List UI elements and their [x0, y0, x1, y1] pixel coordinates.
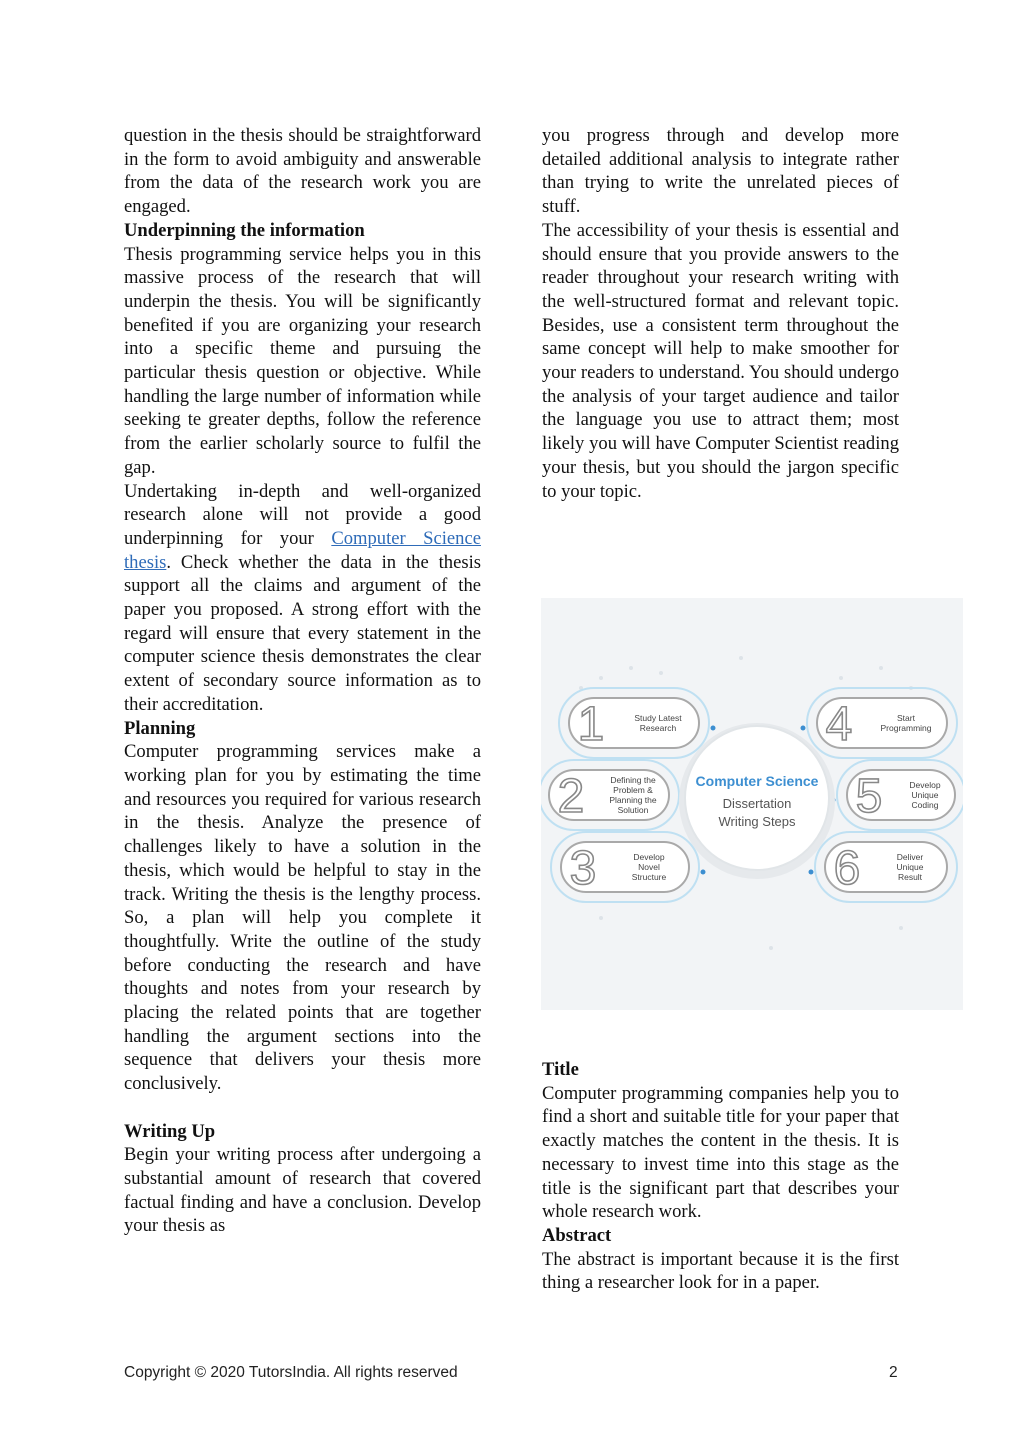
step-label: Structure [631, 872, 667, 882]
step-5 [847, 770, 955, 823]
heading-title: Title [542, 1059, 579, 1080]
right-column-top [542, 124, 899, 503]
step-number: 3 [569, 842, 597, 895]
steps-diagram-svg [541, 598, 963, 1010]
step-number: 4 [825, 698, 853, 751]
left-paragraph-5: Begin your writing process after undergoing a substantial amount of research that covered factual finding and have a conclusion. Develop your thesis as [124, 1144, 481, 1237]
left-paragraph-4: Computer programming services make a working plan for you by estimating the time and resources you required for various research in the thesis. Analyze the presence of challenges likely to have a solution in the thesis, which would be helpful to stay in the track. Writing the thesis is the lengthy process. So, a plan will help you complete it thoughtfully. Write the outline of the study before conducting the research and have thoughts and notes from your research by placing the related points that are together handling the argument sections into the sequence that delivers your thesis more conclusively. [124, 741, 481, 1095]
step-label: Research [639, 723, 677, 733]
left-paragraph-1: question in the thesis should be straightforward in the form to avoid ambiguity and answerable from the data of the research work you are engaged. [124, 125, 481, 218]
right-column-bottom [542, 1058, 899, 1295]
footer-copyright: Copyright © 2020 TutorsIndia. All rights reserved [124, 1364, 458, 1381]
left-paragraph-2: Thesis programming service helps you in this massive process of the research that will underpin the thesis. You will be significantly benefited if you are organizing your research into a specific theme and pursuing the particular thesis question or objective. While handling the large number of information while seeking te greater depths, follow the reference from the earlier scholarly source to fulfil the gap. [124, 243, 481, 478]
left-paragraph-3 [124, 480, 481, 717]
step-number: 1 [577, 698, 605, 751]
step-label: Start [897, 713, 915, 723]
heading-abstract: Abstract [542, 1224, 612, 1246]
step-4 [817, 698, 947, 751]
step-label: Result [897, 872, 923, 882]
center-line-1: Dissertation [722, 796, 792, 811]
step-label: Solution [617, 805, 649, 815]
heading-underpinning: Underpinning the information [124, 219, 365, 241]
step-number: 2 [557, 770, 585, 823]
step-label: Problem & [613, 785, 653, 795]
step-label: Deliver [896, 852, 924, 862]
step-label: Unique [911, 790, 939, 800]
p3-text-before: Undertaking in-depth and well-organized research alone will not provide a good underpinning for your [124, 480, 481, 549]
center-title: Computer Science [695, 773, 819, 789]
connector-dot [711, 726, 716, 731]
dissertation-steps-figure [541, 598, 963, 1010]
right-paragraph-1: you progress through and develop more detailed additional analysis to integrate rather than trying to write the unrelated pieces of stuff. [542, 125, 899, 218]
step-number: 5 [855, 770, 883, 823]
step-label: Study Latest [634, 713, 682, 723]
spacer [124, 1096, 481, 1120]
step-label: Planning the [609, 795, 657, 805]
step-1 [569, 698, 699, 751]
connector-dot [809, 870, 814, 875]
heading-planning: Planning [124, 717, 196, 739]
step-label: Coding [911, 800, 939, 810]
step-label: Novel [638, 862, 660, 872]
heading-writing-up: Writing Up [124, 1120, 216, 1142]
left-column [124, 124, 481, 1238]
footer-page-number: 2 [889, 1364, 898, 1381]
p3-text-after: . Check whether the data in the thesis support all the claims and argument of the paper you proposed. A strong effort with the regard will ensure that every statement in the computer science thesis demonstrates the clear extent of secondary source information as to their accreditation. [124, 551, 481, 715]
center-line-2: Writing Steps [718, 814, 796, 829]
step-label: Develop [909, 780, 941, 790]
step-label: Unique [896, 862, 924, 872]
step-label: Programming [880, 723, 932, 733]
right-paragraph-4: The abstract is important because it is the first thing a researcher look for in a paper. [542, 1248, 899, 1294]
connector-dot [801, 726, 806, 731]
computer-science-thesis-link[interactable]: Computer Science thesis [124, 527, 481, 573]
step-label: Defining the [610, 775, 656, 785]
right-paragraph-3: Computer programming companies help you to find a short and suitable title for your paper that exactly matches the content in the thesis. It is necessary to invest time into this stage as the title is the significant part that describes your whole research work. [542, 1082, 899, 1223]
right-paragraph-2: The accessibility of your thesis is essential and should ensure that you provide answers to the reader throughout your research writing with the well-structured format and relevant topic. Besides, use a consistent term throughout the same concept will help to make smoother for your readers to understand. You should undergo the analysis of your target audience and tailor the language you use to attract them; most likely you will have Computer Scientist reading your thesis, but you should the jargon specific to your topic. [542, 219, 899, 502]
step-2 [549, 770, 669, 823]
connector-dot [701, 870, 706, 875]
step-number: 6 [833, 842, 861, 895]
step-6 [825, 842, 947, 895]
step-3 [561, 842, 689, 895]
step-label: Develop [633, 852, 665, 862]
